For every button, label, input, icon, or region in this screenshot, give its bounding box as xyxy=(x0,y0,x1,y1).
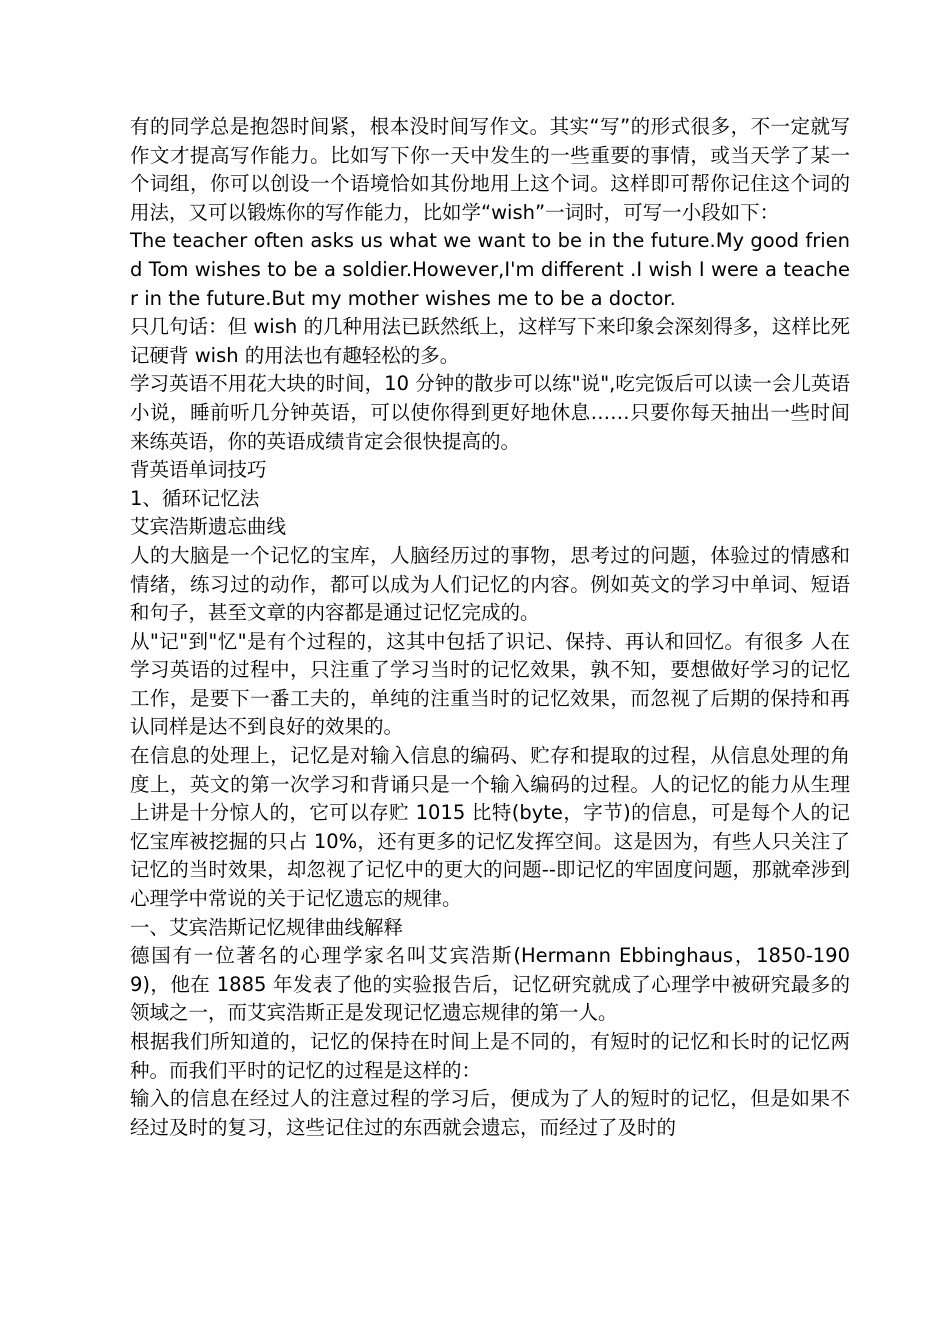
paragraph-memory-process: 从"记"到"忆"是有个过程的，这其中包括了识记、保持、再认和回忆。有很多 人在学习英语的过程中，只注重了学习当时的记忆效果，孰不知，要想做好学习的记忆工作，是要下一番工夫的，单纯的注重当时的记忆效果，而忽视了后期的保持和再认同样是达不到良好的效果的。 xyxy=(130,629,850,739)
paragraph-ebbinghaus: 德国有一位著名的心理学家名叫艾宾浩斯(Hermann Ebbinghaus，1850-1909)，他在 1885 年发表了他的实验报告后，记忆研究就成了心理学中被研究最多的领域之一，而艾宾浩斯正是发现记忆遗忘规律的第一人。 xyxy=(130,944,850,1025)
paragraph-memory-types: 根据我们所知道的，记忆的保持在时间上是不同的，有短时的记忆和长时的记忆两种。而我们平时的记忆的过程是这样的： xyxy=(130,1030,850,1082)
paragraph-brain-memory: 人的大脑是一个记忆的宝库，人脑经历过的事物，思考过的问题，体验过的情感和情绪，练习过的动作，都可以成为人们记忆的内容。例如英文的学习中单词、短语和句子，甚至文章的内容都是通过记忆完成的。 xyxy=(130,543,850,625)
section-heading-cyclic-memory: 1、循环记忆法 xyxy=(130,486,260,510)
section-heading-forgetting-curve: 艾宾浩斯遗忘曲线 xyxy=(130,515,287,539)
paragraph-writing-practice: 有的同学总是抱怨时间紧，根本没时间写作文。其实“写”的形式很多，不一定就写作文才提高写作能力。比如写下你一天中发生的一些重要的事情，或当天学了某一个词组，你可以创设一个语境恰如其份地用上这个词。这样即可帮你记住这个词的用法，又可以锻炼你的写作能力，比如学“wish”一词时，可写一小段如下： xyxy=(130,115,850,224)
section-heading-vocab-tips: 背英语单词技巧 xyxy=(130,458,267,482)
paragraph-wish-usage: 只几句话：但 wish 的几种用法已跃然纸上，这样写下来印象会深刻得多，这样比死记硬背 wish 的用法也有趣轻松的多。 xyxy=(130,315,850,367)
paragraph-information-processing: 在信息的处理上，记忆是对输入信息的编码、贮存和提取的过程，从信息处理的角度上，英文的第一次学习和背诵只是一个输入编码的过程。人的记忆的能力从生理上讲是十分惊人的，它可以存贮 1015 比特(byte，字节)的信息，可是每个人的记忆宝库被挖掘的只占 10%，还有更多的记忆发挥空间。这是因为，有些人只关注了记忆的当时效果，却忽视了记忆中的更大的问题--即记忆的牢固度问题，那就牵涉到心理学中常说的关于记忆遗忘的规律。 xyxy=(130,744,850,911)
paragraph-english-example: The teacher often asks us what we want to be in the future.My good friend Tom wishes to be a soldier.However,I'm different .I wish I were a teacher in the future.But my mother wishes me to be a doctor. xyxy=(130,229,850,310)
document-page xyxy=(130,113,850,1142)
section-heading-curve-explanation: 一、艾宾浩斯记忆规律曲线解释 xyxy=(130,915,404,939)
paragraph-study-time: 学习英语不用花大块的时间，10 分钟的散步可以练"说",吃完饭后可以读一会儿英语小说，睡前听几分钟英语，可以使你得到更好地休息……只要你每天抽出一些时间来练英语，你的英语成绩肯定会很快提高的。 xyxy=(130,372,850,453)
paragraph-short-term-memory: 输入的信息在经过人的注意过程的学习后，便成为了人的短时的记忆，但是如果不经过及时的复习，这些记住过的东西就会遗忘，而经过了及时的 xyxy=(130,1087,850,1139)
